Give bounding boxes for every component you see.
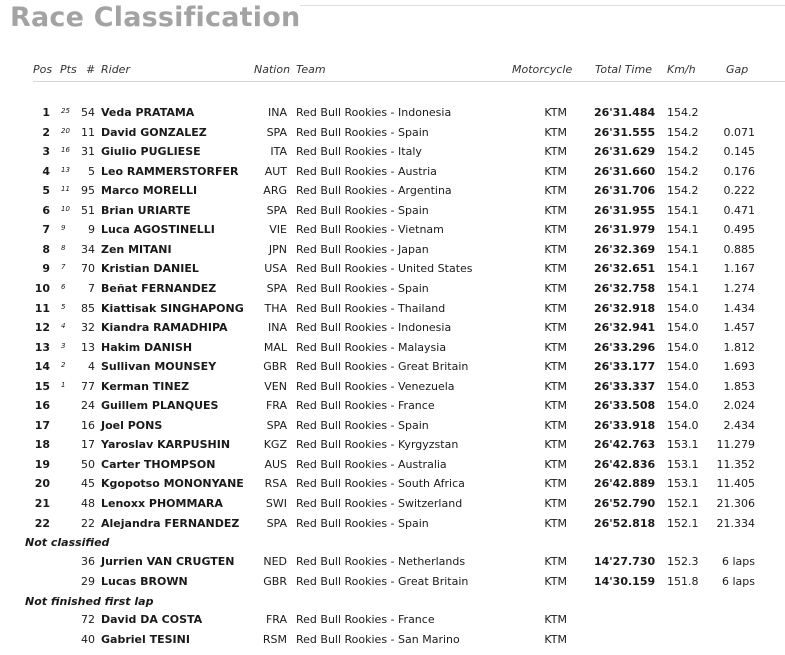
cell-total-time: 26'32.918	[594, 302, 656, 315]
cell-team: Red Bull Rookies - Argentina	[296, 184, 452, 197]
cell-position: 1	[42, 106, 50, 119]
cell-team: Red Bull Rookies - Indonesia	[296, 321, 452, 334]
cell-position: 5	[42, 184, 50, 197]
cell-rider-number: 54	[81, 106, 95, 119]
table-row	[0, 181, 785, 200]
cell-gap: 0.222	[723, 184, 755, 197]
table-row	[0, 514, 785, 533]
table-row	[0, 318, 785, 337]
table-row	[0, 240, 785, 259]
cell-motorcycle: KTM	[544, 458, 567, 471]
cell-team: Red Bull Rookies - Netherlands	[296, 555, 466, 568]
cell-team: Red Bull Rookies - Kyrgyzstan	[296, 438, 459, 451]
cell-motorcycle: KTM	[544, 555, 567, 568]
cell-motorcycle: KTM	[544, 106, 567, 119]
cell-team: Red Bull Rookies - Spain	[296, 282, 429, 295]
cell-speed: 152.1	[667, 497, 699, 510]
table-row	[0, 259, 785, 278]
cell-points: 9	[61, 224, 66, 232]
cell-motorcycle: KTM	[544, 223, 567, 236]
cell-rider-name: Alejandra FERNANDEZ	[101, 517, 240, 530]
cell-nation: SPA	[266, 419, 287, 432]
cell-position: 16	[34, 399, 50, 412]
cell-nation: ARG	[263, 184, 287, 197]
cell-nation: AUS	[264, 458, 287, 471]
cell-rider-name: Veda PRATAMA	[101, 106, 195, 119]
cell-nation: SPA	[266, 517, 287, 530]
cell-rider-number: 36	[81, 555, 95, 568]
table-row	[0, 103, 785, 122]
table-row	[0, 396, 785, 415]
cell-team: Red Bull Rookies - Spain	[296, 419, 429, 432]
cell-rider-name: Kerman TINEZ	[101, 380, 190, 393]
cell-speed: 154.1	[667, 262, 699, 275]
cell-speed: 154.0	[667, 380, 699, 393]
cell-motorcycle: KTM	[544, 184, 567, 197]
cell-gap: 0.145	[723, 145, 755, 158]
cell-team: Red Bull Rookies - Spain	[296, 126, 429, 139]
table-row	[0, 299, 785, 318]
cell-team: Red Bull Rookies - Malaysia	[296, 341, 447, 354]
cell-team: Red Bull Rookies - South Africa	[296, 477, 465, 490]
cell-speed: 154.1	[667, 243, 699, 256]
cell-motorcycle: KTM	[544, 204, 567, 217]
cell-motorcycle: KTM	[544, 517, 567, 530]
cell-rider-name: Marco MORELLI	[101, 184, 198, 197]
table-row	[0, 162, 785, 181]
cell-motorcycle: KTM	[544, 438, 567, 451]
cell-gap: 2.434	[723, 419, 755, 432]
cell-rider-name: David GONZALEZ	[101, 126, 207, 139]
cell-gap: 1.457	[723, 321, 755, 334]
cell-rider-number: 5	[88, 165, 95, 178]
cell-total-time: 26'33.337	[594, 380, 656, 393]
cell-team: Red Bull Rookies - Spain	[296, 204, 429, 217]
cell-total-time: 26'52.790	[594, 497, 656, 510]
section-not-finished: Not finished first lap	[25, 595, 154, 608]
cell-points: 8	[61, 244, 66, 252]
cell-motorcycle: KTM	[544, 613, 567, 626]
table-row	[0, 357, 785, 376]
cell-speed: 153.1	[667, 438, 699, 451]
cell-team: Red Bull Rookies - Australia	[296, 458, 447, 471]
cell-speed: 154.0	[667, 321, 699, 334]
cell-position: 15	[34, 380, 50, 393]
cell-motorcycle: KTM	[544, 302, 567, 315]
header-number: #	[86, 63, 96, 76]
cell-rider-number: 16	[81, 419, 95, 432]
cell-nation: FRA	[265, 399, 287, 412]
cell-gap: 6 laps	[721, 575, 755, 588]
cell-gap: 1.693	[723, 360, 755, 373]
cell-team: Red Bull Rookies - Switzerland	[296, 497, 463, 510]
cell-rider-number: 9	[88, 223, 95, 236]
cell-team: Red Bull Rookies - Great Britain	[296, 575, 469, 588]
cell-total-time: 14'27.730	[594, 555, 656, 568]
cell-motorcycle: KTM	[544, 243, 567, 256]
cell-speed: 153.1	[667, 477, 699, 490]
cell-motorcycle: KTM	[544, 380, 567, 393]
header-divider	[33, 81, 785, 82]
cell-position: 7	[42, 223, 50, 236]
cell-rider-name: Kgopotso MONONYANE	[101, 477, 244, 490]
cell-motorcycle: KTM	[544, 262, 567, 275]
table-row	[0, 279, 785, 298]
table-row	[0, 494, 785, 513]
cell-rider-number: 31	[81, 145, 95, 158]
cell-gap: 0.071	[723, 126, 755, 139]
cell-total-time: 26'42.763	[594, 438, 656, 451]
table-row	[0, 552, 785, 571]
cell-points: 7	[61, 263, 66, 271]
cell-gap: 11.405	[716, 477, 755, 490]
cell-motorcycle: KTM	[544, 282, 567, 295]
cell-nation: MAL	[263, 341, 287, 354]
cell-speed: 154.0	[667, 399, 699, 412]
cell-team: Red Bull Rookies - Italy	[296, 145, 422, 158]
cell-speed: 154.2	[667, 126, 699, 139]
cell-position: 18	[34, 438, 50, 451]
cell-gap: 11.279	[716, 438, 755, 451]
header-gap: Gap	[726, 63, 749, 76]
cell-rider-name: Zen MITANI	[101, 243, 172, 256]
cell-position: 21	[34, 497, 50, 510]
cell-total-time: 26'32.651	[594, 262, 656, 275]
cell-total-time: 26'31.484	[594, 106, 656, 119]
cell-points: 25	[61, 107, 70, 115]
cell-points: 13	[61, 166, 70, 174]
cell-rider-name: Kristian DANIEL	[101, 262, 199, 275]
cell-team: Red Bull Rookies - Spain	[296, 517, 429, 530]
cell-total-time: 26'31.979	[594, 223, 656, 236]
cell-speed: 154.1	[667, 282, 699, 295]
cell-nation: SPA	[266, 126, 287, 139]
cell-team: Red Bull Rookies - Thailand	[296, 302, 446, 315]
cell-rider-number: 13	[81, 341, 95, 354]
cell-position: 13	[34, 341, 50, 354]
cell-gap: 2.024	[723, 399, 755, 412]
cell-nation: NED	[263, 555, 287, 568]
cell-rider-number: 32	[81, 321, 95, 334]
cell-points: 16	[61, 146, 70, 154]
cell-rider-name: Gabriel TESINI	[101, 633, 190, 646]
cell-speed: 153.1	[667, 458, 699, 471]
cell-rider-name: Jurrien VAN CRUGTEN	[101, 555, 235, 568]
cell-rider-number: 45	[81, 477, 95, 490]
cell-motorcycle: KTM	[544, 633, 567, 646]
cell-points: 20	[61, 127, 70, 135]
cell-nation: ITA	[270, 145, 287, 158]
cell-nation: AUT	[264, 165, 287, 178]
cell-speed: 154.0	[667, 341, 699, 354]
cell-gap: 11.352	[716, 458, 755, 471]
cell-motorcycle: KTM	[544, 341, 567, 354]
table-row	[0, 455, 785, 474]
cell-speed: 154.1	[667, 223, 699, 236]
cell-motorcycle: KTM	[544, 497, 567, 510]
table-header	[0, 63, 785, 77]
cell-team: Red Bull Rookies - France	[296, 613, 435, 626]
table-row	[0, 474, 785, 493]
cell-total-time: 26'31.955	[594, 204, 656, 217]
cell-team: Red Bull Rookies - San Marino	[296, 633, 460, 646]
cell-total-time: 26'32.941	[594, 321, 656, 334]
cell-rider-number: 11	[81, 126, 95, 139]
header-nation: Nation	[254, 63, 291, 76]
cell-speed: 151.8	[667, 575, 699, 588]
cell-gap: 21.306	[716, 497, 755, 510]
cell-gap: 1.167	[723, 262, 755, 275]
cell-points: 3	[61, 342, 66, 350]
table-row	[0, 142, 785, 161]
cell-total-time: 26'31.555	[594, 126, 656, 139]
cell-speed: 154.0	[667, 302, 699, 315]
header-kmh: Km/h	[667, 63, 696, 76]
title-divider	[300, 5, 785, 6]
cell-rider-name: Beñat FERNANDEZ	[101, 282, 217, 295]
table-row	[0, 377, 785, 396]
cell-gap: 0.885	[723, 243, 755, 256]
header-rider: Rider	[101, 63, 130, 76]
header-pts: Pts	[60, 63, 77, 76]
cell-total-time: 26'33.508	[594, 399, 656, 412]
table-row	[0, 416, 785, 435]
cell-gap: 1.853	[723, 380, 755, 393]
page-title: Race Classification	[10, 2, 301, 33]
cell-nation: VEN	[264, 380, 287, 393]
cell-rider-number: 24	[81, 399, 95, 412]
cell-motorcycle: KTM	[544, 399, 567, 412]
cell-position: 20	[34, 477, 50, 490]
cell-team: Red Bull Rookies - Indonesia	[296, 106, 452, 119]
cell-rider-name: Joel PONS	[101, 419, 163, 432]
cell-rider-number: 17	[81, 438, 95, 451]
cell-total-time: 26'52.818	[594, 517, 656, 530]
cell-speed: 154.0	[667, 360, 699, 373]
cell-motorcycle: KTM	[544, 321, 567, 334]
cell-gap: 1.812	[723, 341, 755, 354]
table-row	[0, 201, 785, 220]
cell-team: Red Bull Rookies - Great Britain	[296, 360, 469, 373]
cell-points: 10	[61, 205, 70, 213]
table-row	[0, 123, 785, 142]
cell-nation: VIE	[269, 223, 287, 236]
cell-position: 10	[34, 282, 50, 295]
cell-speed: 152.3	[667, 555, 699, 568]
cell-total-time: 26'31.629	[594, 145, 656, 158]
cell-rider-name: Carter THOMPSON	[101, 458, 216, 471]
cell-nation: GBR	[263, 575, 287, 588]
cell-nation: THA	[264, 302, 287, 315]
cell-rider-number: 85	[81, 302, 95, 315]
cell-speed: 154.0	[667, 419, 699, 432]
cell-nation: INA	[268, 106, 287, 119]
cell-gap: 21.334	[716, 517, 755, 530]
cell-rider-name: Kiattisak SINGHAPONG	[101, 302, 244, 315]
table-row	[0, 338, 785, 357]
cell-total-time: 26'31.660	[594, 165, 656, 178]
cell-total-time: 26'33.177	[594, 360, 656, 373]
cell-gap: 0.176	[723, 165, 755, 178]
cell-rider-number: 51	[81, 204, 95, 217]
cell-position: 8	[42, 243, 50, 256]
cell-position: 14	[34, 360, 50, 373]
cell-rider-number: 4	[88, 360, 95, 373]
cell-rider-name: Sullivan MOUNSEY	[101, 360, 217, 373]
table-row	[0, 572, 785, 591]
cell-rider-number: 29	[81, 575, 95, 588]
table-row	[0, 220, 785, 239]
cell-total-time: 26'33.918	[594, 419, 656, 432]
cell-rider-name: Brian URIARTE	[101, 204, 191, 217]
cell-position: 12	[34, 321, 50, 334]
table-row	[0, 610, 785, 629]
cell-position: 4	[42, 165, 50, 178]
cell-total-time: 14'30.159	[594, 575, 656, 588]
cell-speed: 154.2	[667, 184, 699, 197]
cell-rider-name: Lenoxx PHOMMARA	[101, 497, 223, 510]
cell-rider-number: 70	[81, 262, 95, 275]
cell-total-time: 26'31.706	[594, 184, 656, 197]
cell-rider-number: 50	[81, 458, 95, 471]
cell-position: 2	[42, 126, 50, 139]
cell-motorcycle: KTM	[544, 145, 567, 158]
cell-total-time: 26'32.369	[594, 243, 656, 256]
cell-gap: 1.274	[723, 282, 755, 295]
cell-motorcycle: KTM	[544, 575, 567, 588]
section-not-classified: Not classified	[25, 536, 110, 549]
cell-motorcycle: KTM	[544, 360, 567, 373]
cell-speed: 154.2	[667, 145, 699, 158]
cell-rider-number: 22	[81, 517, 95, 530]
cell-position: 17	[34, 419, 50, 432]
cell-rider-name: Luca AGOSTINELLI	[101, 223, 215, 236]
cell-team: Red Bull Rookies - United States	[296, 262, 473, 275]
cell-points: 11	[61, 185, 70, 193]
cell-position: 6	[42, 204, 50, 217]
cell-gap: 6 laps	[721, 555, 755, 568]
cell-nation: RSM	[262, 633, 287, 646]
cell-nation: INA	[268, 321, 287, 334]
table-row	[0, 435, 785, 454]
cell-points: 1	[61, 381, 66, 389]
cell-gap: 1.434	[723, 302, 755, 315]
cell-rider-name: David DA COSTA	[101, 613, 203, 626]
header-team: Team	[296, 63, 326, 76]
cell-motorcycle: KTM	[544, 477, 567, 490]
cell-rider-name: Giulio PUGLIESE	[101, 145, 201, 158]
cell-rider-number: 7	[88, 282, 95, 295]
cell-rider-name: Leo RAMMERSTORFER	[101, 165, 239, 178]
header-motorcycle: Motorcycle	[512, 63, 573, 76]
cell-rider-number: 72	[81, 613, 95, 626]
cell-team: Red Bull Rookies - Vietnam	[296, 223, 444, 236]
cell-rider-number: 48	[81, 497, 95, 510]
cell-rider-number: 34	[81, 243, 95, 256]
cell-nation: JPN	[268, 243, 287, 256]
cell-team: Red Bull Rookies - Venezuela	[296, 380, 455, 393]
header-pos: Pos	[33, 63, 53, 76]
cell-rider-name: Lucas BROWN	[101, 575, 188, 588]
cell-gap: 0.495	[723, 223, 755, 236]
cell-total-time: 26'42.836	[594, 458, 656, 471]
cell-team: Red Bull Rookies - France	[296, 399, 435, 412]
cell-speed: 152.1	[667, 517, 699, 530]
cell-position: 11	[34, 302, 50, 315]
cell-speed: 154.2	[667, 165, 699, 178]
cell-nation: KGZ	[263, 438, 287, 451]
cell-nation: USA	[264, 262, 287, 275]
cell-team: Red Bull Rookies - Austria	[296, 165, 437, 178]
cell-total-time: 26'42.889	[594, 477, 656, 490]
cell-nation: FRA	[265, 613, 287, 626]
cell-points: 6	[61, 283, 66, 291]
cell-position: 19	[34, 458, 50, 471]
cell-speed: 154.2	[667, 106, 699, 119]
cell-speed: 154.1	[667, 204, 699, 217]
cell-gap: 0.471	[723, 204, 755, 217]
cell-points: 2	[61, 361, 66, 369]
cell-rider-name: Hakim DANISH	[101, 341, 193, 354]
cell-nation: SPA	[266, 282, 287, 295]
cell-total-time: 26'32.758	[594, 282, 656, 295]
cell-rider-number: 77	[81, 380, 95, 393]
cell-nation: SPA	[266, 204, 287, 217]
cell-motorcycle: KTM	[544, 419, 567, 432]
table-row	[0, 630, 785, 649]
cell-motorcycle: KTM	[544, 126, 567, 139]
cell-rider-name: Kiandra RAMADHIPA	[101, 321, 228, 334]
cell-motorcycle: KTM	[544, 165, 567, 178]
cell-points: 4	[61, 322, 66, 330]
cell-nation: SWI	[265, 497, 287, 510]
cell-rider-number: 40	[81, 633, 95, 646]
cell-rider-name: Guillem PLANQUES	[101, 399, 219, 412]
cell-rider-name: Yaroslav KARPUSHIN	[101, 438, 231, 451]
cell-nation: GBR	[263, 360, 287, 373]
header-total-time: Total Time	[595, 63, 652, 76]
cell-position: 3	[42, 145, 50, 158]
cell-total-time: 26'33.296	[594, 341, 656, 354]
cell-rider-number: 95	[81, 184, 95, 197]
cell-position: 9	[42, 262, 50, 275]
cell-position: 22	[34, 517, 50, 530]
cell-nation: RSA	[264, 477, 287, 490]
cell-team: Red Bull Rookies - Japan	[296, 243, 429, 256]
cell-points: 5	[61, 303, 66, 311]
